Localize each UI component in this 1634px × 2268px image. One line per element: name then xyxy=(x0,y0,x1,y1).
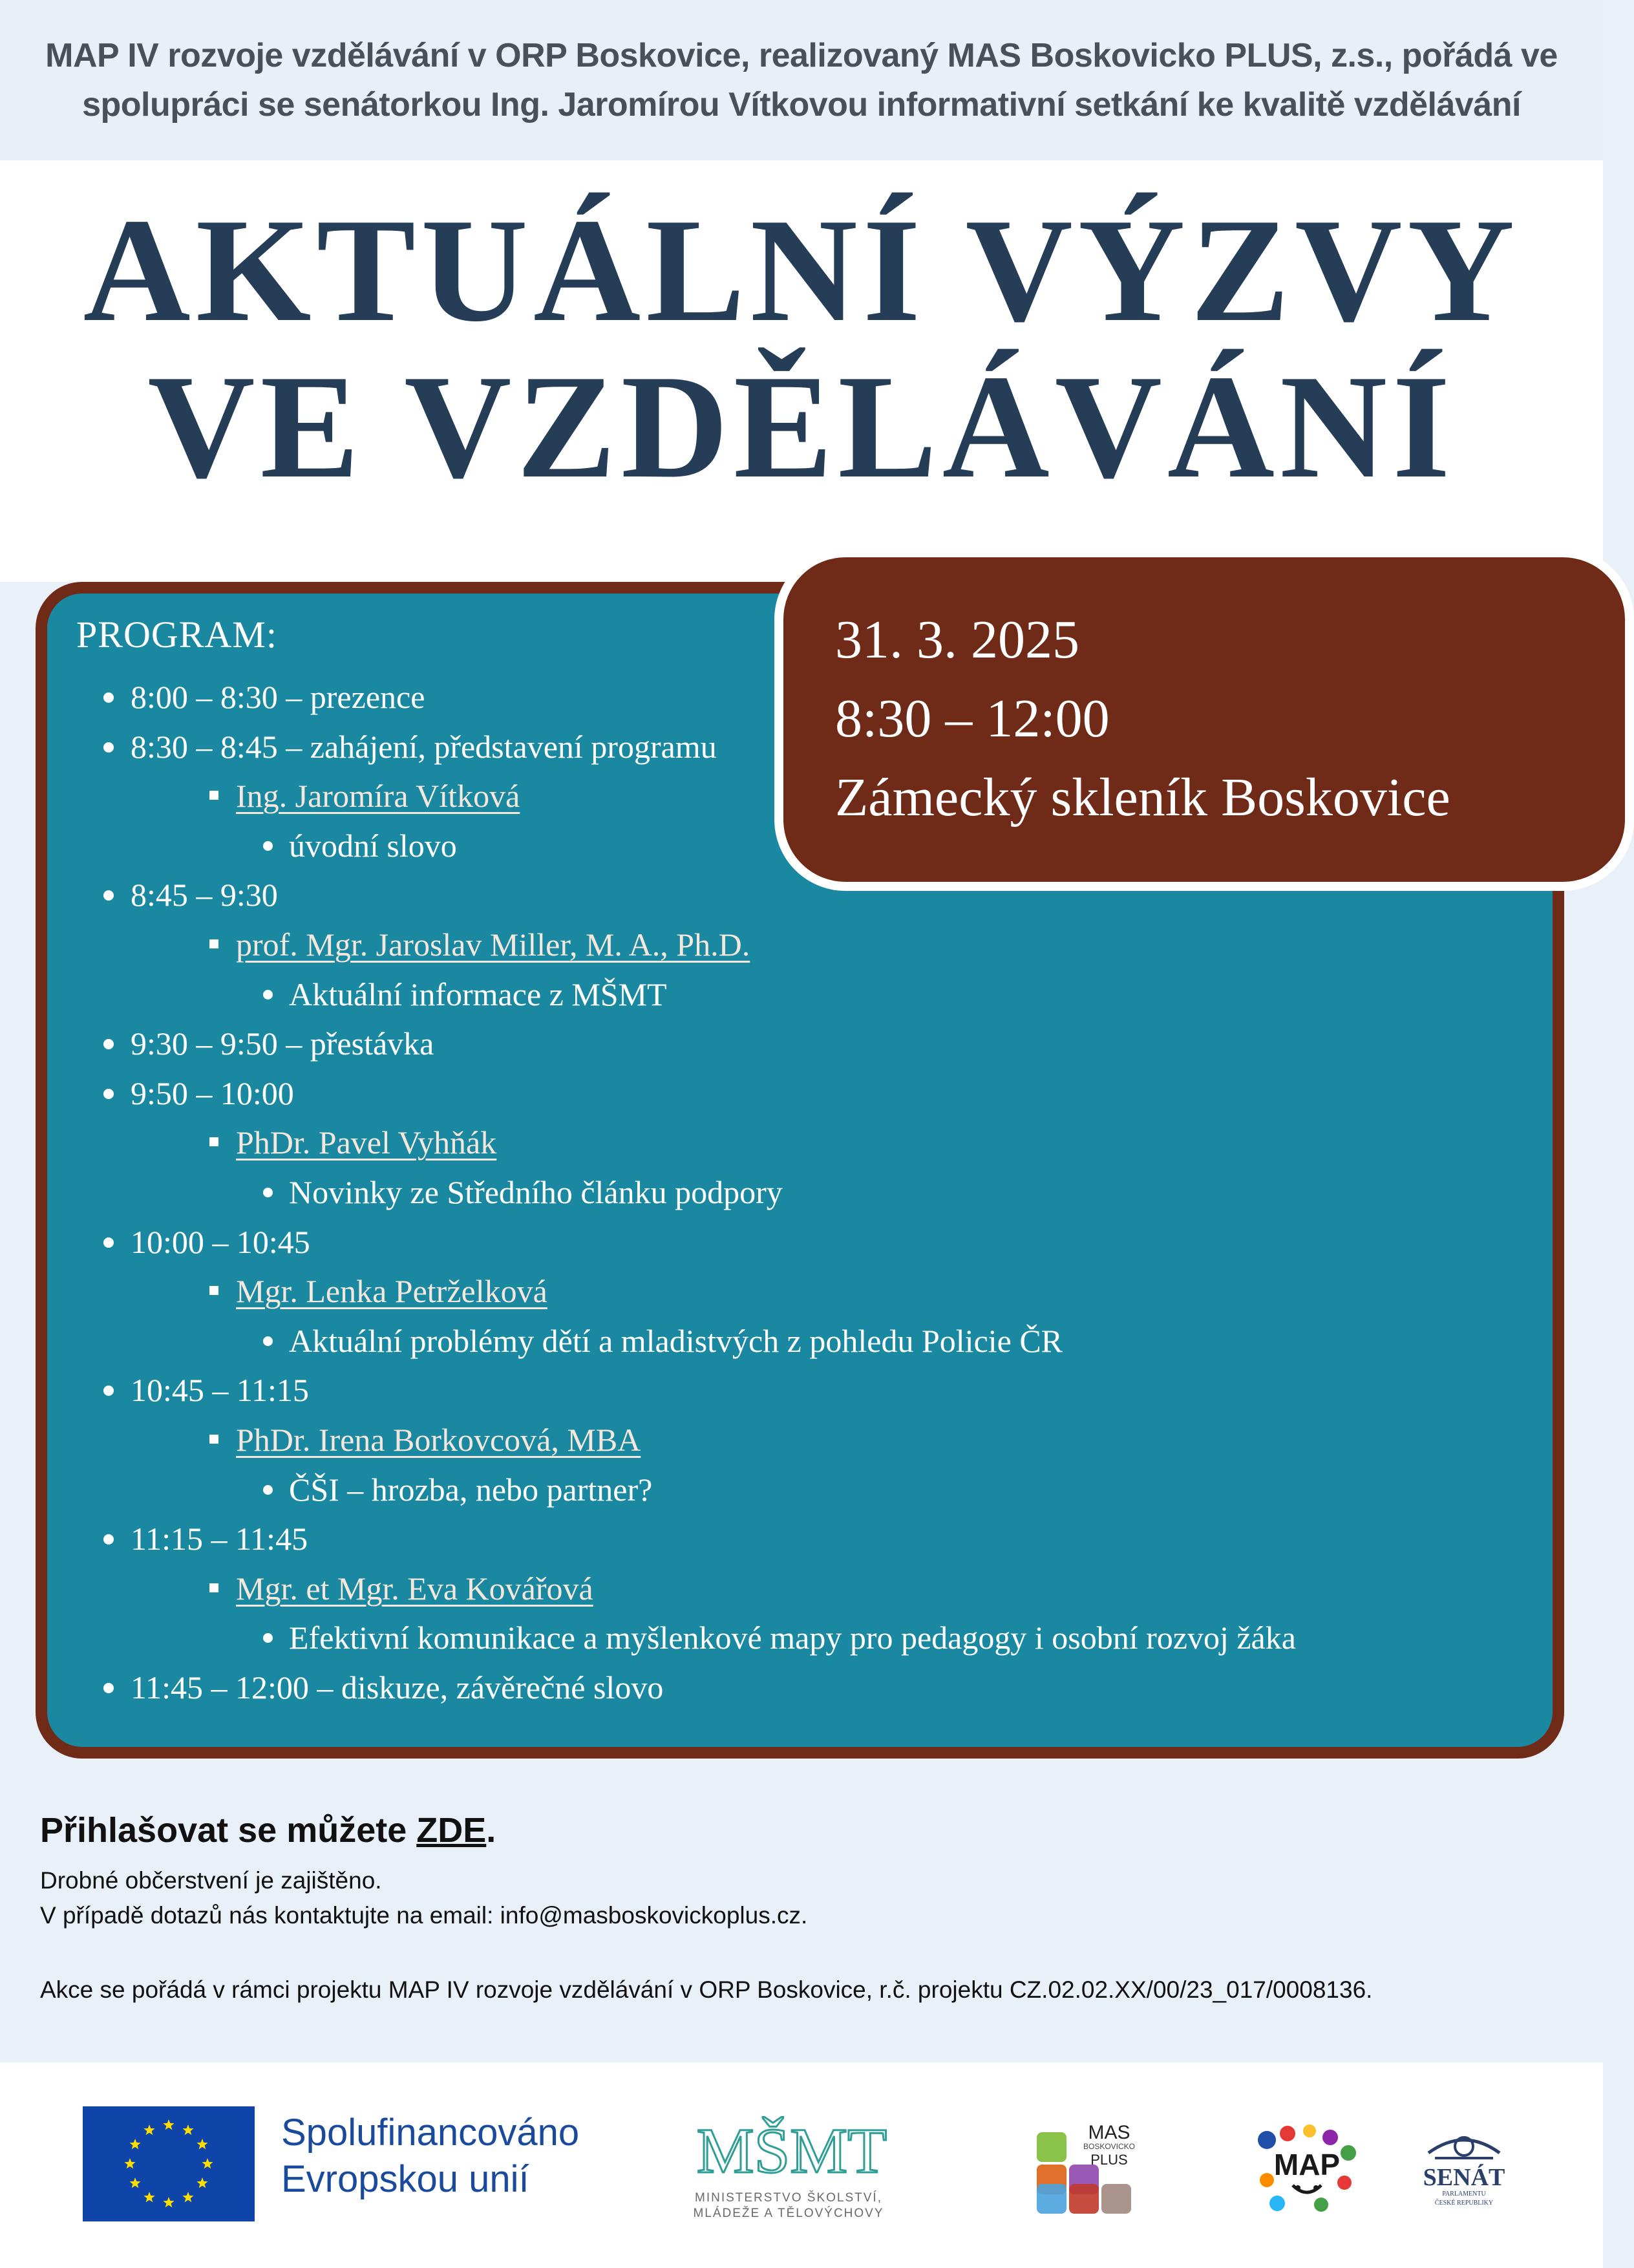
program-item-text: PhDr. Pavel Vyhňák xyxy=(236,1124,497,1161)
eu-star xyxy=(124,2158,135,2168)
map-logo-text: MAP xyxy=(1273,2148,1341,2181)
eu-star xyxy=(182,2124,193,2135)
title-section xyxy=(0,160,1603,582)
program-time-slot xyxy=(0,1069,1603,1118)
square-bullet-icon xyxy=(209,1286,218,1295)
mas-logo-subtext: BOSKOVICKO xyxy=(1083,2142,1136,2151)
program-topic xyxy=(0,1168,1603,1217)
eu-flag-icon xyxy=(83,2106,255,2221)
eu-star xyxy=(196,2139,207,2149)
eu-star xyxy=(130,2177,141,2188)
program-item-text: Aktuální problémy dětí a mladistvých z pohledu Policie ČR xyxy=(289,1322,1063,1359)
senat-logo-subtext-2: ČESKÉ REPUBLIKY xyxy=(1434,2199,1494,2207)
round-bullet-icon xyxy=(263,841,273,851)
program-item-text: 10:45 – 11:15 xyxy=(131,1372,309,1409)
round-bullet-icon xyxy=(263,1336,273,1346)
page-title-line-1: AKTUÁLNÍ VÝZVY xyxy=(83,187,1520,352)
program-item-text: Efektivní komunikace a myšlenkové mapy pro pedagogy i osobní rozvoj žáka xyxy=(289,1620,1296,1656)
program-item-text: 11:45 – 12:00 – diskuze, závěrečné slovo xyxy=(131,1669,664,1706)
round-bullet-icon xyxy=(263,1485,273,1495)
program-item-text: Ing. Jaromíra Vítková xyxy=(236,778,520,815)
round-bullet-icon xyxy=(263,1188,273,1197)
round-bullet-icon xyxy=(103,1534,114,1545)
round-bullet-icon xyxy=(103,1039,114,1049)
msmt-name-line-1: MINISTERSTVO ŠKOLSTVÍ, xyxy=(695,2191,882,2205)
senat-logo-text: SENÁT xyxy=(1423,2164,1505,2191)
eu-star xyxy=(196,2177,207,2188)
eu-star xyxy=(143,2124,154,2135)
eu-star xyxy=(163,2197,174,2207)
mas-logo-plus: PLUS xyxy=(1090,2152,1128,2168)
msmt-logo-icon xyxy=(696,2105,887,2189)
program-time-slot xyxy=(0,1365,1603,1415)
senat-logo-subtext-1: PARLAMENTU xyxy=(1442,2190,1486,2198)
msmt-logo-mark: MŠMT xyxy=(696,2115,887,2187)
program-time-slot xyxy=(0,1217,1603,1267)
program-item-text: 10:00 – 10:45 xyxy=(131,1223,310,1260)
program-item-text: úvodní slovo xyxy=(289,827,457,864)
program-item-text: 8:00 – 8:30 – prezence xyxy=(131,679,425,715)
program-item-text: ČŠI – hrozba, nebo partner? xyxy=(289,1471,653,1508)
program-time-slot xyxy=(0,1019,1603,1069)
eu-star xyxy=(130,2139,141,2149)
program-item-text: Novinky ze Středního článku podpory xyxy=(289,1173,783,1210)
round-bullet-icon xyxy=(103,1385,114,1396)
square-bullet-icon xyxy=(209,791,218,800)
eu-star xyxy=(143,2192,154,2202)
program-topic xyxy=(0,1465,1603,1515)
eu-funding-line-2: Evropskou unií xyxy=(281,2158,529,2200)
eu-star xyxy=(202,2158,213,2168)
header-intro xyxy=(19,31,1584,129)
program-topic xyxy=(0,1613,1603,1663)
program-speaker[interactable] xyxy=(0,1118,1603,1168)
square-bullet-icon xyxy=(209,1435,218,1444)
round-bullet-icon xyxy=(263,990,273,1000)
msmt-name-line-2: MLÁDEŽE A TĚLOVÝCHOVY xyxy=(693,2207,884,2220)
program-item-text: Aktuální informace z MŠMT xyxy=(289,976,667,1012)
program-speaker[interactable] xyxy=(0,1415,1603,1465)
program-item-text: 11:15 – 11:45 xyxy=(131,1521,308,1557)
register-end: . xyxy=(486,1811,496,1850)
program-time-slot xyxy=(0,1663,1603,1713)
program-item-text: 9:50 – 10:00 xyxy=(131,1075,294,1111)
event-date: 31. 3. 2025 xyxy=(835,610,1079,670)
eu-star xyxy=(163,2119,174,2130)
program-item-text: 8:45 – 9:30 xyxy=(131,877,278,914)
program-speaker[interactable] xyxy=(0,1564,1603,1614)
mas-logo-text: MAS xyxy=(1088,2122,1130,2143)
refreshments-note: Drobné občerstvení je zajištěno. xyxy=(40,1867,382,1894)
program-item-text: PhDr. Irena Borkovcová, MBA xyxy=(236,1421,641,1458)
square-bullet-icon xyxy=(209,1583,218,1592)
map-logo-icon xyxy=(1254,2121,1364,2218)
round-bullet-icon xyxy=(103,890,114,901)
eu-star xyxy=(182,2192,193,2202)
program-item-text: Mgr. Lenka Petrželková xyxy=(236,1273,547,1310)
program-item-text: prof. Mgr. Jaroslav Miller, M. A., Ph.D. xyxy=(236,926,750,963)
register-line xyxy=(40,1810,496,1850)
program-time-slot xyxy=(0,1514,1603,1564)
round-bullet-icon xyxy=(103,742,114,753)
square-bullet-icon xyxy=(209,1137,218,1146)
mas-boskovicko-plus-logo-icon xyxy=(1033,2119,1143,2216)
program-heading: PROGRAM: xyxy=(76,614,277,656)
event-time: 8:30 – 12:00 xyxy=(835,689,1110,749)
round-bullet-icon xyxy=(103,1089,114,1099)
header-line-1: MAP IV rozvoje vzdělávání v ORP Boskovice, realizovaný MAS Boskovicko PLUS, z.s., pořádá ve xyxy=(45,37,1558,74)
program-speaker[interactable] xyxy=(0,1267,1603,1316)
page-title-line-2: VE VZDĚLÁVÁNÍ xyxy=(147,344,1456,509)
program-speaker[interactable] xyxy=(0,920,1603,970)
program-item-text: Mgr. et Mgr. Eva Kovářová xyxy=(236,1570,593,1607)
round-bullet-icon xyxy=(103,692,114,703)
register-text: Přihlašovat se můžete xyxy=(40,1811,417,1850)
eu-funding-line-1: Spolufinancováno xyxy=(281,2112,580,2154)
program-topic xyxy=(0,970,1603,1020)
header-banner xyxy=(0,0,1603,160)
program-item-text: 8:30 – 8:45 – zahájení, představení programu xyxy=(131,728,717,765)
event-place: Zámecký skleník Boskovice xyxy=(835,767,1450,828)
register-link[interactable]: ZDE xyxy=(416,1811,487,1850)
square-bullet-icon xyxy=(209,939,218,948)
header-line-2: spolupráci se senátorkou Ing. Jaromírou Vítkovou informativní setkání ke kvalitě vzdělávání xyxy=(82,86,1521,123)
round-bullet-icon xyxy=(103,1683,114,1693)
project-note: Akce se pořádá v rámci projektu MAP IV rozvoje vzdělávání v ORP Boskovice, r.č. projektu CZ.02.02.XX/00/23_017/0008136. xyxy=(40,1976,1373,2003)
program-topic xyxy=(0,1316,1603,1366)
round-bullet-icon xyxy=(103,1237,114,1248)
contact-note: V případě dotazů nás kontaktujte na email: info@masboskovickoplus.cz. xyxy=(40,1902,808,1929)
program-item-text: 9:30 – 9:50 – přestávka xyxy=(131,1025,434,1062)
round-bullet-icon xyxy=(263,1633,273,1643)
senat-logo-icon xyxy=(1409,2127,1519,2211)
